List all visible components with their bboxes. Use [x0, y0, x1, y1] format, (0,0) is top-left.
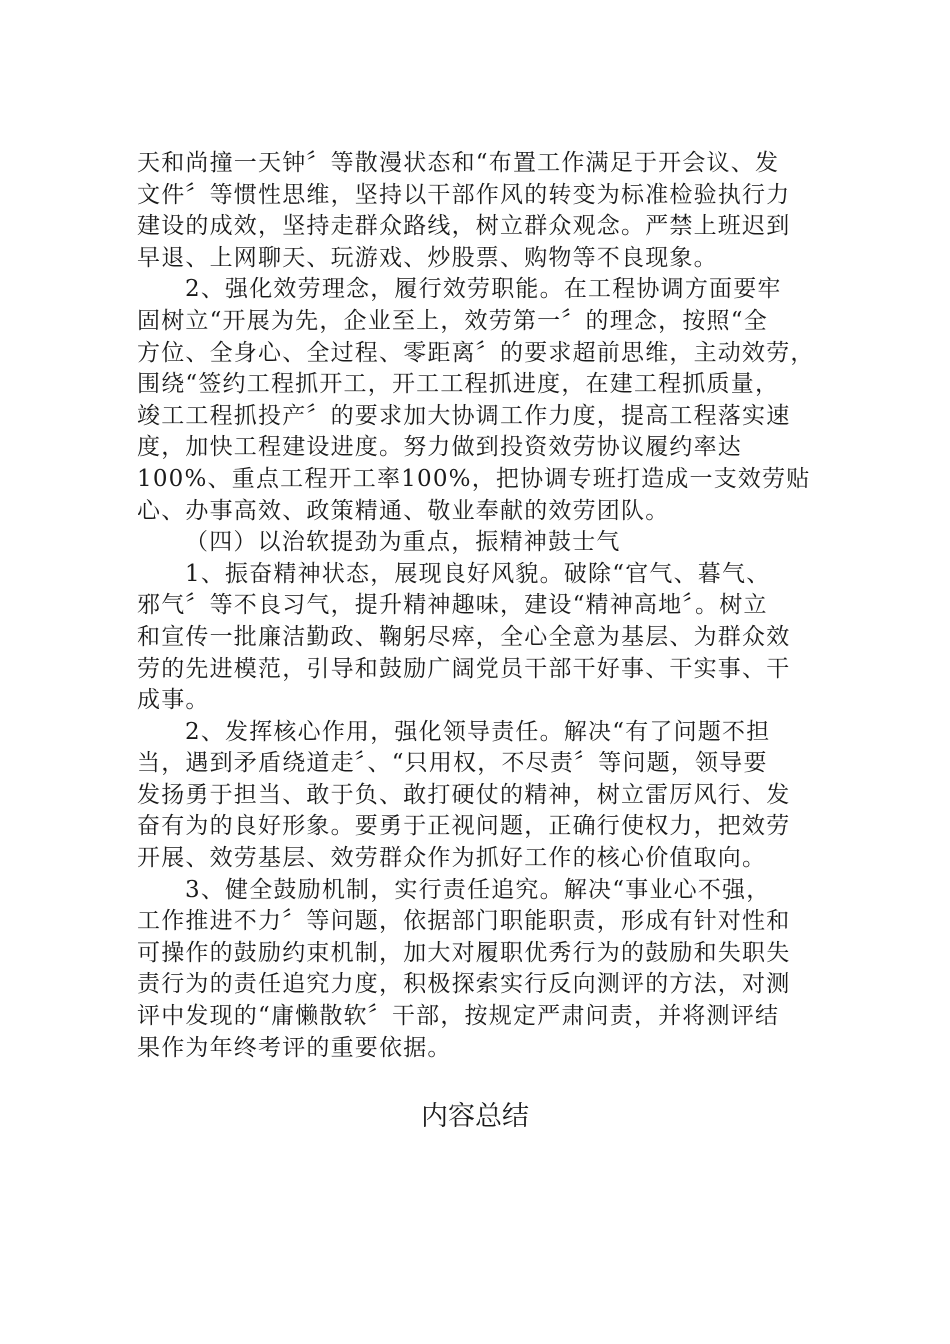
text-line: 固树立“开展为先，企业至上，效劳第一〞的理念，按照“全 — [137, 307, 768, 334]
text-line: 围绕“签约工程抓开工，开工工程抓进度，在建工程抓质量， — [137, 371, 780, 398]
text-line: 3、健全鼓励机制，实行责任追究。解决“事业心不强， — [185, 876, 771, 903]
text-line: 建设的成效，坚持走群众路线，树立群众观念。严禁上班迟到 — [137, 213, 791, 240]
text-line: 可操作的鼓励约束机制，加大对履职优秀行为的鼓励和失职失 — [137, 939, 791, 966]
document-body — [137, 148, 827, 1064]
text-line: （四）以治软提劲为重点，振精神鼓士气 — [185, 529, 621, 556]
text-line: 评中发现的“庸懒散软〞干部，按规定严肃问责，并将测评结 — [137, 1003, 780, 1030]
text-line: 和宣传一批廉洁勤政、鞠躬尽瘁，全心全意为基层、为群众效 — [137, 623, 791, 650]
text-line: 邪气〞等不良习气，提升精神趣味，建设“精神高地〞。树立 — [137, 592, 768, 619]
text-line: 文件〞等惯性思维，坚持以干部作风的转变为标准检验执行力 — [137, 181, 791, 208]
text-line: 当，遇到矛盾绕道走〞、“只用权，不尽责〞等问题，领导要 — [137, 750, 768, 777]
text-line: 发扬勇于担当、敢于负、敢打硬仗的精神，树立雷厉风行、发 — [137, 781, 791, 808]
text-line: 劳的先进模范，引导和鼓励广阔党员干部干好事、干实事、干 — [137, 655, 791, 682]
text-line: 方位、全身心、全过程、零距离〞的要求超前思维，主动效劳， — [137, 339, 815, 366]
text-line: 责行为的责任追究力度，积极探索实行反向测评的方法，对测 — [137, 971, 791, 998]
text-line: 天和尚撞一天钟〞等散漫状态和“布置工作满足于开会议、发 — [137, 150, 780, 176]
text-line: 奋有为的良好形象。要勇于正视问题，正确行使权力，把效劳 — [137, 813, 791, 840]
text-line: 果作为年终考评的重要依据。 — [137, 1034, 452, 1061]
text-line: 开展、效劳基层、效劳群众作为抓好工作的核心价值取向。 — [137, 845, 767, 872]
text-line: 成事。 — [137, 687, 210, 714]
text-line: 100%、重点工程开工率100%，把协调专班打造成一支效劳贴 — [137, 465, 811, 492]
text-line: 度，加快工程建设进度。努力做到投资效劳协议履约率达 — [137, 434, 742, 461]
text-line: 竣工工程抓投产〞的要求加大协调工作力度，提高工程落实速 — [137, 402, 791, 429]
text-line: 工作推进不力〞等问题，依据部门职能职责，形成有针对性和 — [137, 908, 791, 935]
summary-title: 内容总结 — [421, 1101, 529, 1132]
text-line: 2、强化效劳理念，履行效劳职能。在工程协调方面要牢 — [185, 276, 782, 303]
text-line: 心、办事高效、政策精通、敬业奉献的效劳团队。 — [137, 497, 670, 524]
text-line: 1、振奋精神状态，展现良好风貌。破除“官气、暮气、 — [185, 560, 771, 587]
text-line: 2、发挥核心作用，强化领导责任。解决“有了问题不担 — [185, 718, 771, 745]
text-line: 早退、上网聊天、玩游戏、炒股票、购物等不良现象。 — [137, 244, 718, 271]
